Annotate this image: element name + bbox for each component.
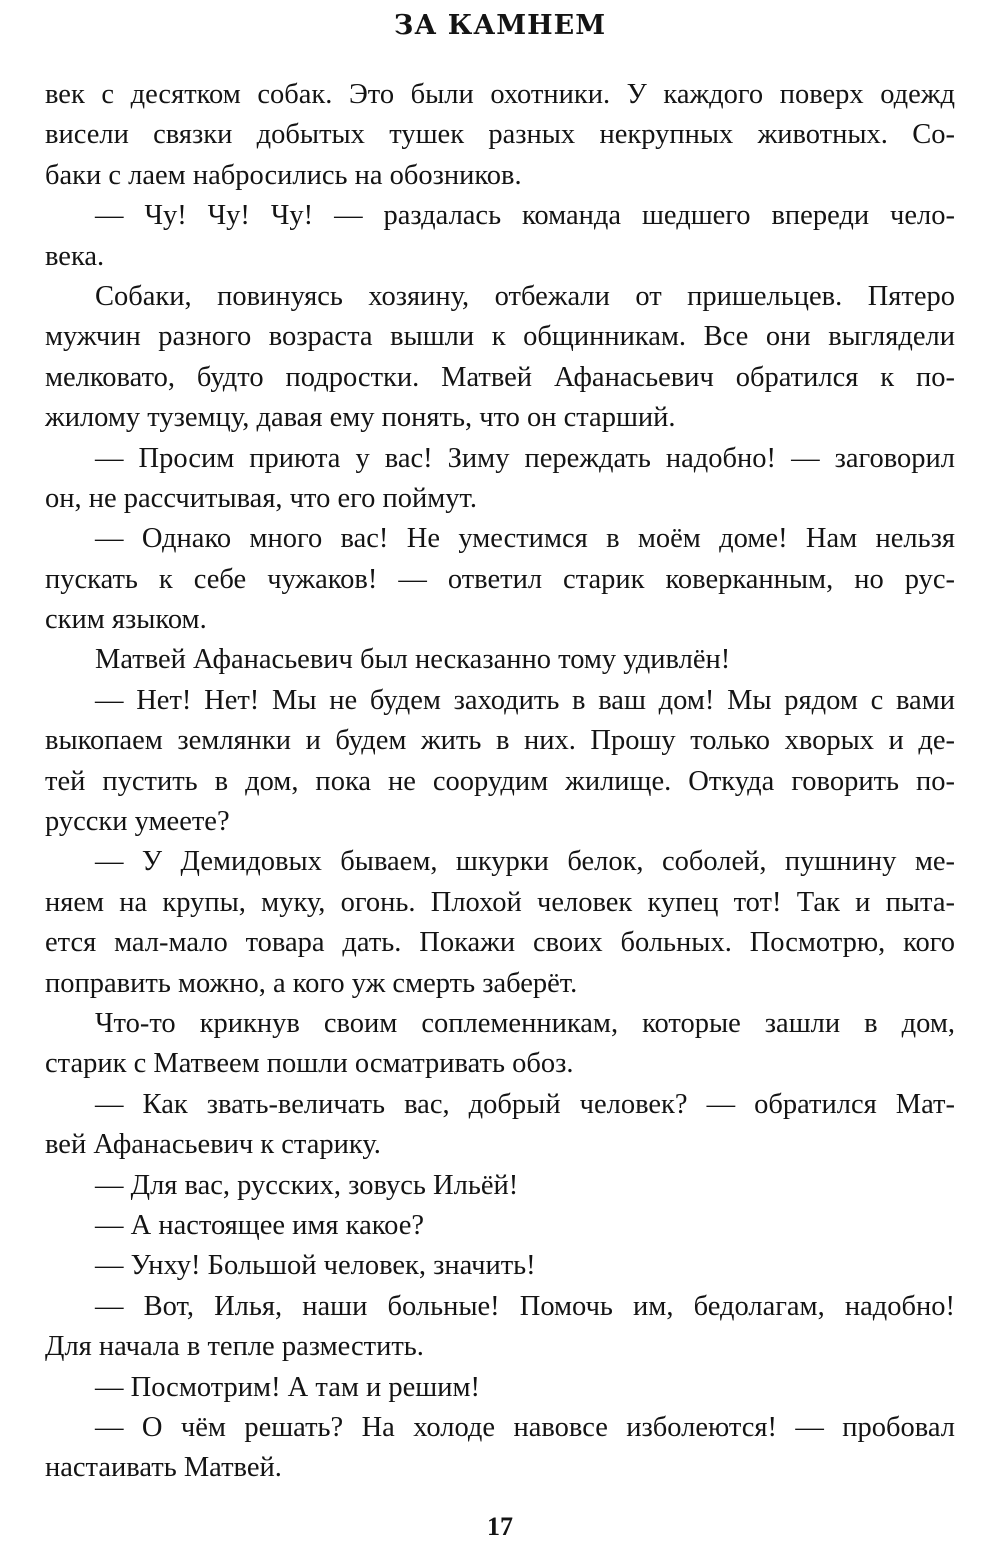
text-line: старик с Матвеем пошли осматривать обоз. [45, 1048, 574, 1080]
paragraph [45, 439, 955, 520]
text-line: вей Афанасьевич к старику. [45, 1129, 381, 1161]
text-line: — Чу! Чу! Чу! — раздалась команда шедшего впереди чело- [95, 200, 955, 232]
text-line: — Вот, Илья, наши больные! Помочь им, бедолагам, надобно! [95, 1290, 955, 1322]
paragraph [45, 681, 955, 843]
text-line: — А настоящее имя какое? [95, 1209, 425, 1241]
text-line: — Однако много вас! Не уместимся в моём доме! Нам нельзя [95, 523, 955, 555]
text-line: мужчин разного возраста вышли к общинникам. Все они выглядели [45, 321, 955, 353]
text-line: века. [45, 240, 105, 272]
text-line: Что-то крикнув своим соплеменникам, которые зашли в дом, [95, 1007, 955, 1039]
running-header: ЗА КАМНЕМ [393, 10, 607, 41]
text-line: век с десятком собак. Это были охотники. У каждого поверх одежд [45, 79, 955, 110]
text-line: мелковато, будто подростки. Матвей Афанасьевич обратился к по- [45, 361, 955, 393]
paragraph [45, 1246, 955, 1286]
paragraph [45, 519, 955, 640]
text-line: поправить можно, а кого уж смерть заберёт. [45, 967, 578, 999]
text-line: — Нет! Нет! Мы не будем заходить в ваш дом! Мы рядом с вами [95, 684, 955, 716]
text-line: Собаки, повинуясь хозяину, отбежали от пришельцев. Пятеро [95, 280, 955, 312]
text-line: — О чём решать? На холоде навовсе изболеются! — пробовал [95, 1411, 955, 1443]
paragraph [45, 75, 955, 196]
paragraph [45, 1206, 955, 1246]
text-line: няем на крупы, муку, огонь. Плохой человек купец тот! Так и пыта- [45, 886, 955, 918]
text-line: русски умеете? [45, 806, 230, 838]
paragraph [45, 1166, 955, 1206]
page-number: 17 [487, 1512, 513, 1541]
paragraph [45, 1408, 955, 1489]
paragraph [45, 842, 955, 1004]
text-line: — Просим приюта у вас! Зиму переждать надобно! — заговорил [95, 442, 955, 474]
text-line: настаивать Матвей. [45, 1452, 282, 1484]
paragraph [45, 196, 955, 277]
paragraph [45, 640, 955, 680]
text-line: пускать к себе чужаков! — ответил старик коверканным, но рус- [45, 563, 955, 595]
text-line: он, не рассчитывая, что его поймут. [45, 482, 477, 514]
text-line: ским языком. [45, 604, 207, 636]
text-line: — У Демидовых бываем, шкурки белок, соболей, пушнину ме- [95, 846, 955, 878]
text-line: — Унху! Большой человек, значить! [95, 1250, 536, 1282]
paragraph [45, 1287, 955, 1368]
text-line: — Как звать-величать вас, добрый человек? — обратился Мат- [95, 1088, 955, 1120]
text-line: ется мал-мало товара дать. Покажи своих больных. Посмотрю, кого [45, 927, 955, 959]
text-line: баки с лаем набросились на обозников. [45, 159, 522, 191]
text-line: Матвей Афанасьевич был несказанно тому удивлён! [95, 644, 731, 676]
text-line: жилому туземцу, давая ему понять, что он старший. [45, 402, 676, 434]
paragraph [45, 277, 955, 439]
text-line: тей пустить в дом, пока не соорудим жилище. Откуда говорить по- [45, 765, 955, 797]
paragraph [45, 1004, 955, 1085]
text-line: — Для вас, русских, зовусь Ильёй! [95, 1169, 519, 1201]
text-line: Для начала в тепле разместить. [45, 1331, 424, 1363]
text-line: — Посмотрим! А там и решим! [95, 1371, 481, 1403]
paragraph [45, 1368, 955, 1408]
text-line: выкопаем землянки и будем жить в них. Прошу только хворых и де- [45, 725, 955, 757]
body-text [45, 75, 955, 1489]
text-line: висели связки добытых тушек разных некрупных животных. Со- [45, 119, 955, 151]
paragraph [45, 1085, 955, 1166]
